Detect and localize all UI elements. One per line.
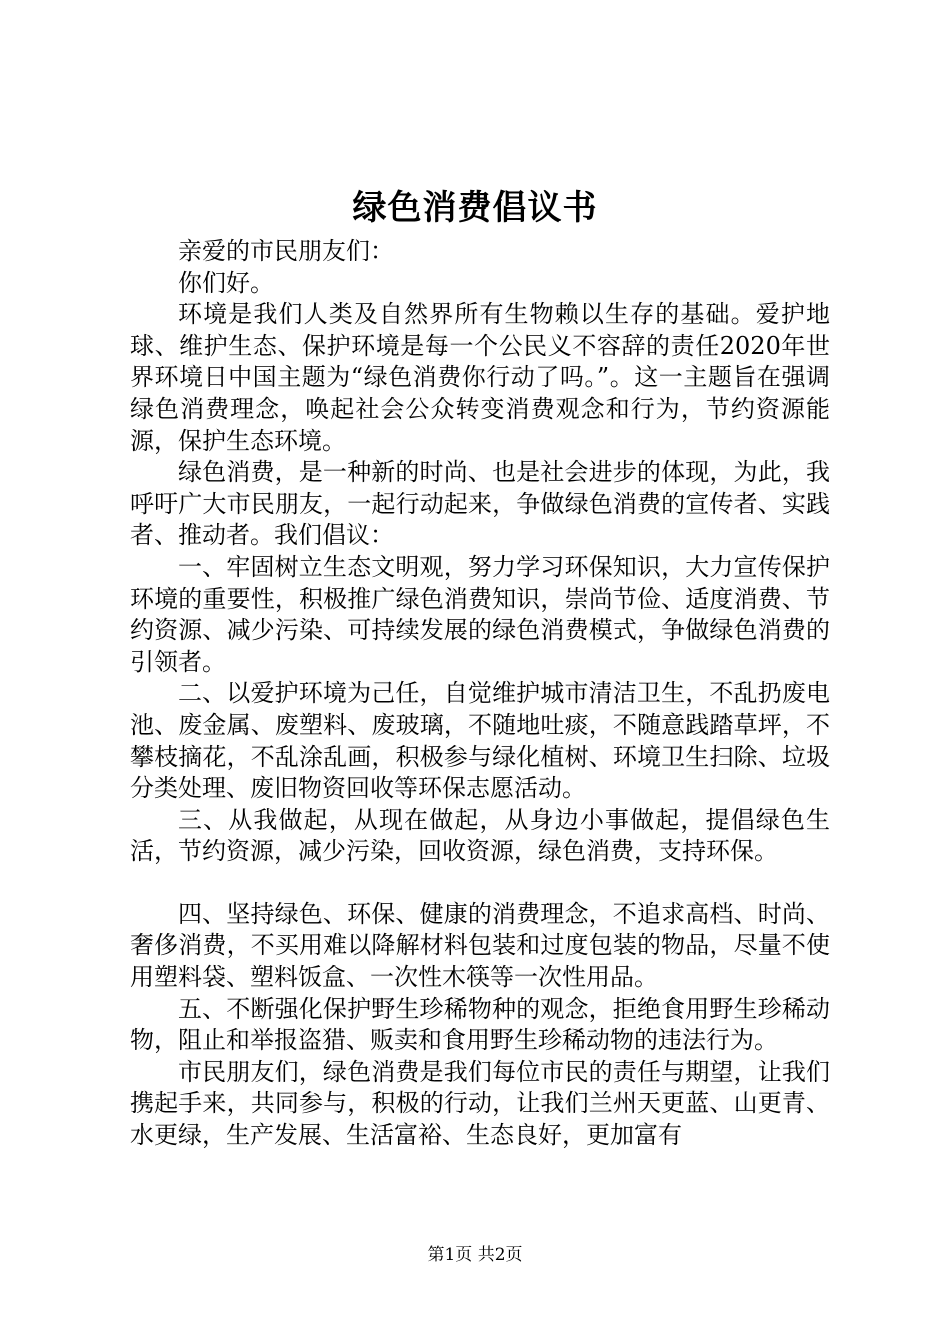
salutation: 亲爱的市民朋友们： — [178, 237, 394, 265]
paragraph-call: 绿色消费，是一种新的时尚、也是社会进步的体现，为此，我呼吁广大市民朋友，一起行动起来，争做绿色消费的宣传者、实践者、推动者。我们倡议： — [130, 458, 830, 550]
paragraph-intro: 环境是我们人类及自然界所有生物赖以生存的基础。爱护地球、维护生态、保护环境是每一个公民义不容辞的责任2020年世界环境日中国主题为“绿色消费你行动了吗。”。这一主题旨在强调绿色消费理念，唤起社会公众转变消费观念和行为，节约资源能源，保护生态环境。 — [130, 300, 830, 455]
paragraph-closing: 市民朋友们，绿色消费是我们每位市民的责任与期望，让我们携起手来，共同参与，积极的行动，让我们兰州天更蓝、山更青、水更绿，生产发展、生活富裕、生态良好，更加富有 — [130, 1057, 830, 1150]
page-number: 第1页 共2页 — [427, 1245, 523, 1265]
greeting: 你们好。 — [178, 268, 274, 297]
proposal-item-3: 三、从我做起，从现在做起，从身边小事做起，提倡绿色生活，节约资源，减少污染，回收资源，绿色消费，支持环保。 — [130, 805, 830, 866]
proposal-item-5: 五、不断强化保护野生珍稀物种的观念，拒绝食用野生珍稀动物，阻止和举报盗猎、贩卖和食用野生珍稀动物的违法行为。 — [130, 994, 830, 1055]
proposal-item-4: 四、坚持绿色、环保、健康的消费理念，不追求高档、时尚、奢侈消费，不买用难以降解材料包装和过度包装的物品，尽量不使用塑料袋、塑料饭盒、一次性木筷等一次性用品。 — [130, 899, 830, 992]
document-title: 绿色消费倡议书 — [352, 188, 598, 228]
proposal-item-1: 一、牢固树立生态文明观，努力学习环保知识，大力宣传保护环境的重要性，积极推广绿色消费知识，崇尚节俭、适度消费、节约资源、减少污染、可持续发展的绿色消费模式，争做绿色消费的引领者。 — [130, 552, 830, 676]
document-body — [130, 236, 830, 1152]
proposal-item-2: 二、以爱护环境为己任，自觉维护城市清洁卫生，不乱扔废电池、废金属、废塑料、废玻璃，不随地吐痰，不随意践踏草坪，不攀枝摘花，不乱涂乱画，积极参与绿化植树、环境卫生扫除、垃圾分类处理、废旧物资回收等环保志愿活动。 — [130, 679, 830, 803]
